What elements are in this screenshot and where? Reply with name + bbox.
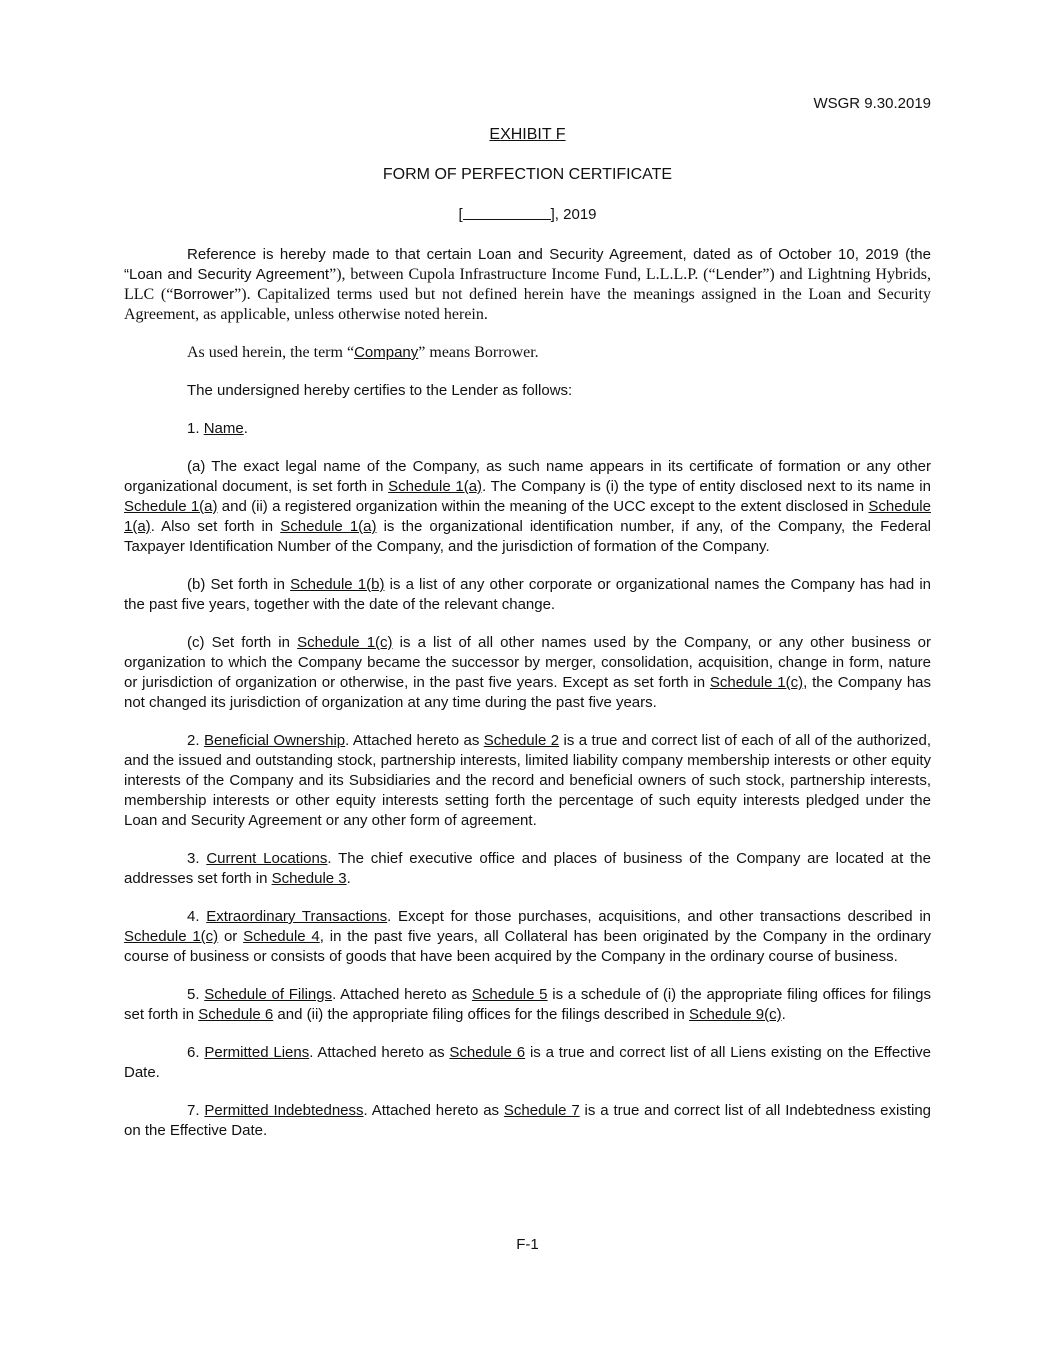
- schedule-ref: Schedule 4: [243, 928, 320, 945]
- intro-paragraph: Reference is hereby made to that certain Loan and Security Agreement, dated as of October 10, 2019 (the “Loan and Security Agreement”), between Cupola Infrastructure Income Fund, L.L.L.P. (“Lender”) and Lightning Hybrids, LLC (“Borrower”). Capitalized terms used but not defined herein have the meanings assigned in the Loan and Security Agreement, as applicable, unless otherwise noted herein.: [124, 246, 931, 323]
- section-7-paragraph: 7. Permitted Indebtedness. Attached hereto as Schedule 7 is a true and correct list of all Indebtedness existing on the Effective Date.: [124, 1102, 932, 1139]
- schedule-ref: Schedule 1(b): [290, 576, 385, 593]
- certification-statement: The undersigned hereby certifies to the Lender as follows:: [187, 382, 573, 399]
- section-6-paragraph: 6. Permitted Liens. Attached hereto as Schedule 6 is a true and correct list of all Liens existing on the Effective Date.: [124, 1044, 932, 1081]
- schedule-ref: Schedule 1(c): [124, 928, 219, 945]
- section-2-paragraph: 2. Beneficial Ownership. Attached hereto as Schedule 2 is a true and correct list of each of all of the authorized, and the issued and outstanding stock, partnership interests, limited liability company membership interests or other equity interests of the Company and its Subsidiaries and the record and beneficial owners of such stock, partnership interests, membership interests or other equity interests setting forth the percentage of such equity interests pledged under the Loan and Security Agreement or any other form of agreement.: [124, 732, 932, 829]
- section-1-heading: 1. Name.: [187, 420, 248, 437]
- section-1c-paragraph: (c) Set forth in Schedule 1(c) is a list of all other names used by the Company, or any other business or organization to which the Company became the successor by merger, consolidation, acquisition, change in form, nature or jurisdiction of organization or otherwise, in the past five years. Except as set forth in Schedule 1(c), the Company has not changed its jurisdiction of organization at any time during the past five years.: [124, 634, 932, 711]
- document-body: [124, 124, 931, 1141]
- schedule-ref: Schedule 1(a): [124, 498, 931, 535]
- schedule-ref: Schedule 1(c): [297, 634, 393, 651]
- section-3-paragraph: 3. Current Locations. The chief executive office and places of business of the Company are located at the addresses set forth in Schedule 3.: [124, 850, 931, 887]
- date-blank: [463, 205, 551, 220]
- schedule-ref: Schedule 1(a): [280, 518, 377, 535]
- schedule-ref: Schedule 7: [503, 1102, 580, 1119]
- schedule-ref: Schedule 9(c): [689, 1006, 782, 1023]
- schedule-ref: Schedule 1(a): [124, 498, 218, 515]
- schedule-ref: Schedule 2: [483, 732, 560, 749]
- date-line: [ ], 2019: [458, 206, 597, 223]
- schedule-ref: Schedule 1(a): [388, 478, 483, 495]
- page-number: F-1: [516, 1236, 539, 1253]
- company-definition: As used herein, the term “Company” means Borrower.: [187, 344, 539, 361]
- schedule-ref: Schedule 6: [449, 1044, 526, 1061]
- form-title: FORM OF PERFECTION CERTIFICATE: [382, 166, 673, 183]
- section-1b-paragraph: (b) Set forth in Schedule 1(b) is a list of any other corporate or organizational names the Company has had in the past five years, together with the date of the relevant change.: [124, 576, 931, 613]
- schedule-ref: Schedule 1(c): [709, 674, 804, 691]
- section-4-paragraph: 4. Extraordinary Transactions. Except for those purchases, acquisitions, and other transactions described in Schedule 1(c) or Schedule 4, in the past five years, all Collateral has been originated by the Company in the ordinary course of business or consists of goods that have been acquired by the Company in the ordinary course of business.: [124, 908, 931, 965]
- schedule-ref: Schedule 6: [198, 1006, 274, 1023]
- exhibit-title: EXHIBIT F: [489, 126, 566, 143]
- document-reference: WSGR 9.30.2019: [813, 95, 931, 112]
- schedule-ref: Schedule 3: [271, 870, 347, 887]
- schedule-ref: Schedule 5: [471, 986, 548, 1003]
- section-1a-paragraph: (a) The exact legal name of the Company, as such name appears in its certificate of formation or any other organizational document, is set forth in Schedule 1(a). The Company is (i) the type of entity disclosed next to its name in Schedule 1(a) and (ii) a registered organization within the meaning of the UCC except to the extent disclosed in Schedule 1(a). Also set forth in Schedule 1(a) is the organizational identification number, if any, of the Company, the Federal Taxpayer Identification Number of the Company, and the jurisdiction of formation of the Company.: [124, 458, 931, 555]
- section-5-paragraph: 5. Schedule of Filings. Attached hereto as Schedule 5 is a schedule of (i) the appropriate filing offices for filings set forth in Schedule 6 and (ii) the appropriate filing offices for the filings described in Schedule 9(c).: [124, 986, 932, 1023]
